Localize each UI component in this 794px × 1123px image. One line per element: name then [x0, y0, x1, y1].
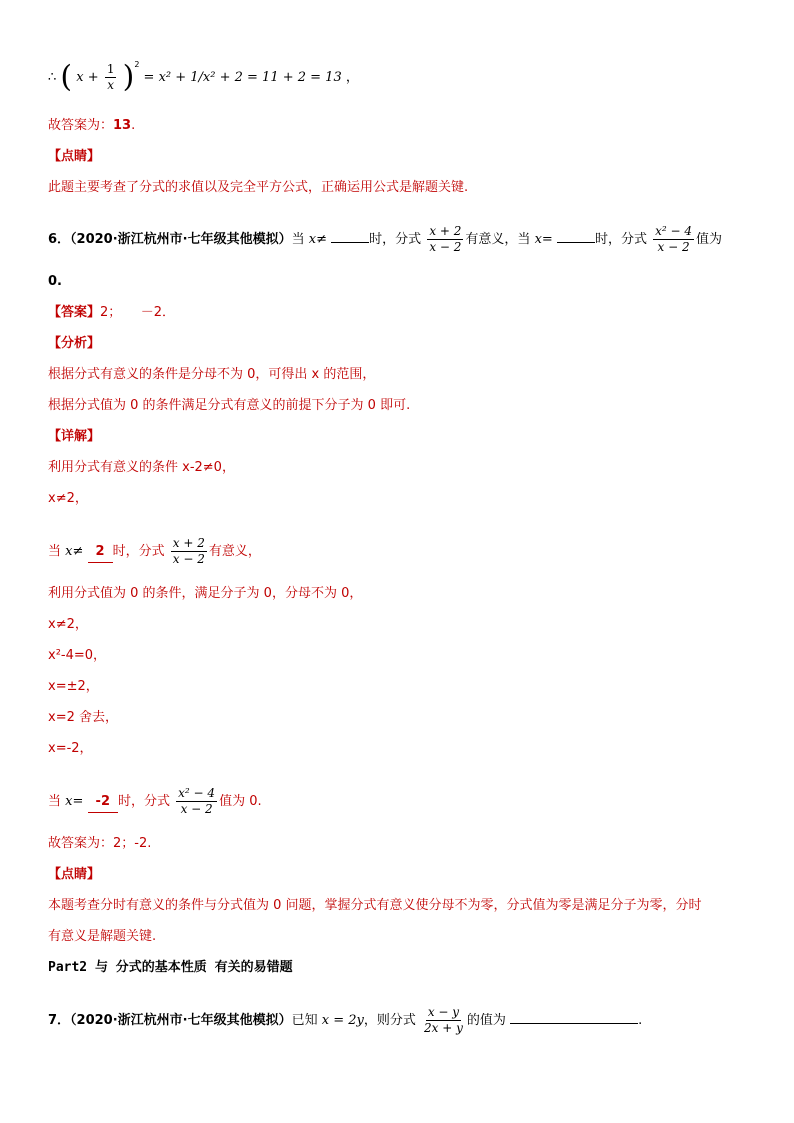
xiangjie-line-5: x≠2， [48, 617, 88, 632]
answer5-prefix: 故答案为： [48, 118, 114, 133]
q7-t3: 的值为 [466, 1013, 506, 1028]
xiangjie-label: 【详解】 [48, 429, 101, 444]
xj10-fraction [176, 786, 217, 817]
xj10-eq: = [72, 794, 84, 809]
left-paren: ( [60, 59, 73, 95]
xj3-c: 有意义， [208, 544, 261, 559]
q6-number: 6． [48, 232, 71, 247]
frac-num: x + 2 [429, 224, 462, 238]
equation-tail: ， [345, 70, 359, 85]
q6-fraction-a [427, 224, 463, 255]
q6-blank-2[interactable] [557, 228, 595, 243]
xiangjie-line-3 [48, 536, 261, 567]
frac-den: x − 2 [180, 802, 213, 816]
frac-num: 1 [106, 62, 115, 76]
frac-den: x − 2 [172, 552, 205, 566]
frac-den: x − 2 [657, 240, 690, 254]
q6-var-x-2: x [534, 232, 542, 247]
q6-t2: 时，分式 [369, 232, 422, 247]
q6-eq: = [541, 232, 553, 247]
fenxi-line-2: 根据分式值为 0 的条件满足分式有意义的前提下分子为 0 即可. [48, 398, 411, 413]
dianjing1-label: 【点睛】 [48, 149, 101, 164]
answer6-label: 【答案】 [48, 305, 101, 320]
q7-number: 7． [48, 1013, 71, 1028]
xj3-neq: ≠ [72, 544, 84, 559]
q6-blank-1[interactable] [331, 228, 369, 243]
answer6-value: 2； －2． [100, 305, 176, 320]
equation-line [48, 59, 359, 95]
frac-den: x [107, 78, 115, 92]
xj3-blank: 2 [88, 542, 113, 563]
question-7 [48, 1005, 642, 1036]
xiangjie-line-7: x=±2， [48, 679, 99, 694]
xj10-b: 时，分式 [118, 794, 171, 809]
answer5-suffix: . [131, 118, 136, 133]
frac-num: x² − 4 [178, 786, 216, 800]
q7-t1: 已知 [291, 1013, 318, 1028]
frac-den: 2x + y [424, 1021, 463, 1035]
q6-fraction-b [653, 224, 694, 255]
fenxi-label: 【分析】 [48, 336, 101, 351]
q6-t3: 有意义，当 [465, 232, 531, 247]
xj3-a: 当 [48, 544, 62, 559]
xiangjie-line-2: x≠2， [48, 491, 88, 506]
q6-t1: 当 [291, 232, 305, 247]
part2-title: Part2 与 分式的基本性质 有关的易错题 [48, 960, 293, 975]
therefore-symbol: ∴ [48, 70, 57, 85]
xiangjie-final: 故答案为：2；-2. [48, 836, 152, 851]
q7-answer-blank[interactable] [510, 1009, 638, 1024]
xiangjie-line-4: 利用分式值为 0 的条件，满足分子为 0，分母不为 0， [48, 586, 363, 601]
q6-t4: 时，分式 [594, 232, 647, 247]
xiangjie-line-6: x²-4=0， [48, 648, 107, 663]
right-paren: ) [122, 59, 135, 95]
square-exponent: 2 [134, 60, 140, 69]
frac-num: x − y [427, 1005, 460, 1019]
frac-den: x − 2 [429, 240, 462, 254]
xj3-fraction [171, 536, 207, 567]
xj10-blank: -2 [88, 792, 118, 813]
xiangjie-line-1: 利用分式有意义的条件 x-2≠0， [48, 460, 235, 475]
frac-num: x + 2 [172, 536, 205, 550]
question-6 [48, 224, 722, 255]
q6-var-x: x [308, 232, 317, 247]
xiangjie-line-10 [48, 786, 262, 817]
q7-fraction [422, 1005, 465, 1036]
xj10-var-x: x [65, 794, 73, 809]
xj3-b: 时，分式 [112, 544, 165, 559]
plus-sign: + [87, 70, 99, 85]
q7-t2: ，则分式 [363, 1013, 416, 1028]
answer5-value: 13 [113, 118, 132, 133]
q6-neq: ≠ [316, 232, 328, 247]
dianjing2-line-2: 有意义是解题关键. [48, 929, 157, 944]
q6-t5: 值为 [696, 232, 723, 247]
equation-rhs: = x² + 1/x² + 2 = 11 + 2 = 13 [143, 70, 342, 85]
dianjing2-line-1: 本题考查分时有意义的条件与分式值为 0 问题，掌握分式有意义使分母不为零，分式值为零是满足分子为零，分时 [48, 898, 702, 913]
answer5-line [48, 116, 135, 136]
q6-tail: 0. [48, 274, 62, 289]
answer6-line [48, 303, 175, 323]
var-x: x [76, 70, 84, 85]
frac-num: x² − 4 [655, 224, 693, 238]
q7-condition: x = 2y [321, 1013, 364, 1028]
q7-source: （2020·浙江杭州市·七年级其他模拟） [70, 1013, 292, 1028]
dianjing2-label: 【点睛】 [48, 867, 101, 882]
fenxi-line-1: 根据分式有意义的条件是分母不为 0，可得出 x 的范围， [48, 367, 376, 382]
q6-source: （2020·浙江杭州市·七年级其他模拟） [70, 232, 292, 247]
xiangjie-line-8: x=2 舍去， [48, 710, 118, 725]
xiangjie-line-9: x=-2， [48, 741, 93, 756]
xj10-a: 当 [48, 794, 62, 809]
xj3-var-x: x [65, 544, 73, 559]
dianjing1-text: 此题主要考查了分式的求值以及完全平方公式，正确运用公式是解题关键. [48, 180, 469, 195]
fraction-1-over-x [105, 62, 117, 93]
xj10-c: 值为 0. [219, 794, 262, 809]
q7-t4: . [638, 1013, 643, 1028]
